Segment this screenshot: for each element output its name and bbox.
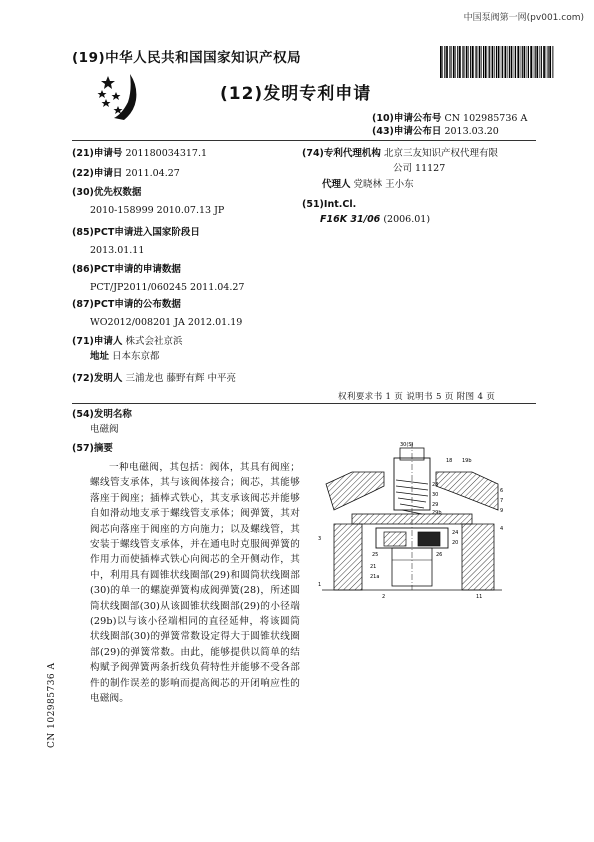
- applicant-label: (71)申请人: [72, 336, 123, 347]
- barcode-bar: [485, 46, 487, 78]
- barcode-bar: [475, 46, 476, 78]
- barcode-bar: [481, 46, 482, 78]
- barcode-bar: [501, 46, 502, 78]
- pct-entry-date-label: (85)PCT申请进入国家阶段日: [72, 227, 200, 238]
- barcode: [440, 46, 554, 78]
- applicant: [72, 335, 182, 348]
- barcode-bar: [455, 46, 456, 78]
- barcode-bar: [509, 46, 510, 78]
- barcode-bar: [453, 46, 455, 78]
- pct-entry-date-value: 2013.01.11: [90, 245, 145, 256]
- inventors-value: 三浦龙也 藤野有辉 中平亮: [125, 373, 236, 384]
- barcode-bar: [449, 46, 450, 78]
- side-publication-number: CN 102985736 A: [47, 662, 57, 748]
- inventors-label: (72)发明人: [72, 373, 123, 384]
- int-classification-version: (2006.01): [383, 214, 431, 225]
- drawing-label: 25: [372, 552, 379, 558]
- barcode-bar: [546, 46, 547, 78]
- emblem-logo: [96, 68, 156, 122]
- applicant-value: 株式会社京浜: [125, 336, 183, 347]
- publication-number: [372, 112, 527, 125]
- office-name: (19)中华人民共和国国家知识产权局: [72, 50, 302, 66]
- barcode-bar: [483, 46, 484, 78]
- barcode-bar: [520, 46, 521, 78]
- publication-number-label: (10)申请公布号: [372, 113, 442, 124]
- barcode-bar: [502, 46, 503, 78]
- address-value: 日本东京都: [112, 351, 160, 362]
- pct-application-data: [72, 263, 244, 294]
- drawing-label: 18: [446, 458, 453, 464]
- barcode-bar: [539, 46, 540, 78]
- barcode-bar: [533, 46, 534, 78]
- drawing-label: 29: [432, 502, 439, 508]
- drawing-label: 4: [500, 526, 504, 532]
- barcode-bar: [514, 46, 515, 78]
- invention-title: [72, 408, 132, 436]
- drawing-label: 2: [382, 594, 386, 600]
- barcode-bar: [548, 46, 549, 78]
- application-date: [72, 167, 180, 180]
- barcode-bar: [470, 46, 471, 78]
- barcode-bar: [549, 46, 551, 78]
- drawing-label: 26: [436, 552, 443, 558]
- pct-publication-data-label: (87)PCT申请的公布数据: [72, 299, 181, 310]
- divider-top: [72, 140, 536, 141]
- barcode-bar: [505, 46, 507, 78]
- divider-bottom: [72, 403, 536, 404]
- application-date-label: (22)申请日: [72, 168, 123, 179]
- barcode-bar: [528, 46, 529, 78]
- drawing-label: 1: [318, 582, 322, 588]
- drawing-label: 29b: [432, 510, 442, 516]
- barcode-bar: [463, 46, 464, 78]
- application-date-value: 2011.04.27: [125, 168, 180, 179]
- drawing-label: 7: [500, 498, 504, 504]
- barcode-bar: [444, 46, 445, 78]
- pct-application-data-value: PCT/JP2011/060245 2011.04.27: [90, 282, 245, 293]
- patent-agency: [302, 147, 498, 175]
- application-number-value: 201180034317.1: [125, 148, 208, 159]
- drawing-label: 20: [452, 540, 459, 546]
- barcode-bar: [543, 46, 545, 78]
- barcode-bar: [440, 46, 442, 78]
- abstract-text: 一种电磁阀，其包括：阀体，其具有阀座；螺线管支承体，其与该阀体接合；阀芯，其能够落座于阀座；插棒式铁心，其支承该阀芯并能够自如滑动地支承于螺线管支承体；阀弹簧，其对阀芯向落座于阀座的方向施力；以及螺线管，其安装于螺线管支承体，并在通电时克服阀弹簧的作用力而使插棒式铁心向阀芯的全开侧动作，其中，利用具有圆锥状线圈部(29)和圆筒状线圈部(30)的单一的螺旋弹簧构成阀弹簧(28)，所述圆筒状线圈部(30)从该圆锥状线圈部(29)的小径端(29b)以与该小径端相同的直径延伸，将该圆筒状线圈部(30)的弹簧常数设定得大于圆锥状线圈部(29)的弹簧常数。由此，能够提供以简单的结构赋予阀弹簧两条折线负荷特性并能够不受各部件的制作误差的影响而提高阀芯的开闭响应性的电磁阀。: [90, 462, 300, 705]
- publication-number-value: CN 102985736 A: [444, 113, 528, 124]
- application-number-label: (21)申请号: [72, 148, 123, 159]
- int-classification: [302, 198, 430, 226]
- barcode-bar: [468, 46, 469, 78]
- drawing-label: 19b: [462, 458, 472, 464]
- barcode-bar: [524, 46, 526, 78]
- barcode-bar: [494, 46, 495, 78]
- barcode-bar: [488, 46, 489, 78]
- barcode-bar: [457, 46, 458, 78]
- pct-publication-data-value: WO2012/008201 JA 2012.01.19: [90, 317, 243, 328]
- barcode-bar: [507, 46, 508, 78]
- drawing-label: 24: [452, 530, 459, 536]
- drawing-label: 28: [432, 482, 439, 488]
- int-classification-label: (51)Int.Cl.: [302, 199, 357, 210]
- publication-date-value: 2013.03.20: [444, 126, 499, 137]
- application-number: [72, 147, 207, 160]
- watermark: 中国泵阀第一网(pv001.com): [463, 13, 584, 23]
- barcode-bar: [522, 46, 523, 78]
- publication-date-label: (43)申请公布日: [372, 126, 442, 137]
- invention-title-value: 电磁阀: [90, 424, 119, 435]
- page-counts: 权利要求书 1 页 说明书 5 页 附图 4 页: [338, 392, 496, 402]
- pct-entry-date: [72, 226, 200, 257]
- invention-title-label: (54)发明名称: [72, 409, 132, 420]
- document-type: (12)发明专利申请: [220, 84, 372, 104]
- barcode-bar: [527, 46, 528, 78]
- barcode-bar: [498, 46, 500, 78]
- barcode-bar: [479, 46, 481, 78]
- barcode-bar: [552, 46, 553, 78]
- agent-label: 代理人: [322, 179, 351, 190]
- drawing-label: 6: [500, 488, 504, 494]
- inventors: [72, 372, 236, 385]
- patent-agency-label: (74)专利代理机构: [302, 148, 381, 159]
- drawing-label: 11: [476, 594, 483, 600]
- agent: [322, 178, 414, 191]
- valve-cross-section-drawing: [312, 440, 512, 600]
- drawing-label: 9: [500, 508, 504, 514]
- barcode-bar: [459, 46, 461, 78]
- barcode-bar: [466, 46, 468, 78]
- barcode-bar: [535, 46, 536, 78]
- address-label: 地址: [90, 351, 110, 362]
- barcode-bar: [472, 46, 474, 78]
- address: [90, 350, 160, 363]
- barcode-bar: [446, 46, 448, 78]
- barcode-bar: [476, 46, 477, 78]
- barcode-bar: [515, 46, 516, 78]
- patent-agency-line1: 北京三友知识产权代理有限: [383, 148, 498, 159]
- drawing-label: 21: [370, 564, 377, 570]
- publication-date: [372, 125, 499, 138]
- drawing-label: 21a: [370, 574, 380, 580]
- priority-data-value: 2010-158999 2010.07.13 JP: [90, 205, 225, 216]
- barcode-bar: [541, 46, 542, 78]
- barcode-bar: [492, 46, 494, 78]
- patent-agency-line2: 公司 11127: [393, 163, 446, 174]
- agent-value: 党晓林 王小东: [353, 179, 414, 190]
- barcode-bar: [511, 46, 513, 78]
- abstract-label: (57)摘要: [72, 443, 113, 454]
- drawing-label: 30(S): [400, 442, 414, 448]
- barcode-bar: [442, 46, 443, 78]
- barcode-bar: [489, 46, 490, 78]
- priority-data-label: (30)优先权数据: [72, 187, 142, 198]
- barcode-bar: [530, 46, 532, 78]
- priority-data: [72, 186, 224, 217]
- barcode-bar: [496, 46, 497, 78]
- barcode-bar: [517, 46, 519, 78]
- drawing-label: 30: [432, 492, 439, 498]
- barcode-bar: [450, 46, 451, 78]
- drawing-label: 3: [318, 536, 322, 542]
- barcode-bar: [536, 46, 538, 78]
- pct-publication-data: [72, 298, 242, 329]
- barcode-bar: [462, 46, 463, 78]
- int-classification-code: F16K 31/06: [320, 214, 381, 225]
- pct-application-data-label: (86)PCT申请的申请数据: [72, 264, 181, 275]
